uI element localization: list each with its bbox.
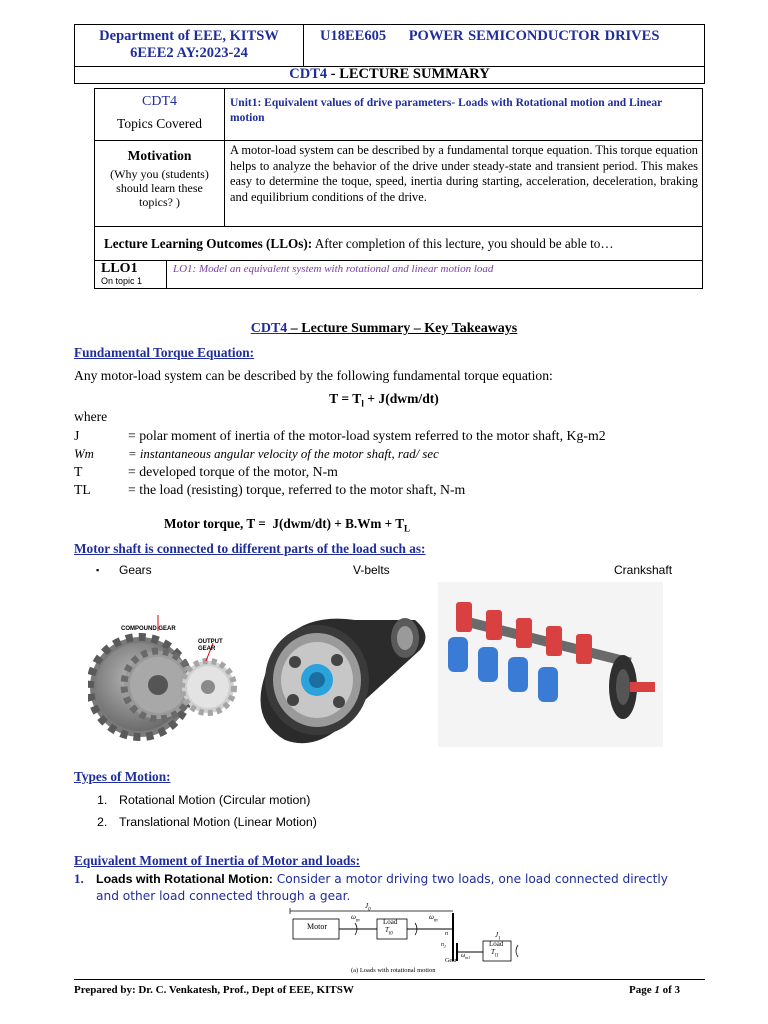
def-text: = instantaneous angular velocity of the motor shaft, rad/ sec (128, 447, 439, 461)
rotational-loads-text-1: Consider a motor driving two loads, one load connected directly (272, 872, 668, 886)
load1-label: Load (383, 918, 398, 926)
footer-divider (74, 979, 705, 980)
lecture-summary-label: - LECTURE SUMMARY (327, 66, 490, 82)
motion-item (97, 815, 317, 829)
wm1-symbol: ω (461, 953, 466, 959)
vbelt-pulley-icon (245, 580, 435, 760)
def-symbol: TL (74, 482, 91, 497)
output-gear-label: OUTPUT GEAR (198, 639, 223, 652)
torque-equation-b: + J(dwm/dt) (363, 391, 439, 406)
llo1-id: LLO1 (101, 261, 138, 276)
motor-torque-equation-sub: L (404, 523, 411, 534)
motivation-label-cell (95, 141, 225, 226)
motion-text: Translational Motion (Linear Motion) (119, 815, 317, 829)
lecture-summary-title (74, 66, 705, 84)
def-symbol: Wm (74, 447, 94, 461)
department-name: Department of EEE, KITSW (99, 28, 279, 44)
fte-intro: Any motor-load system can be described by the following fundamental torque equation: (74, 368, 553, 383)
part-vbelts: V-belts (353, 563, 390, 577)
motion-heading: Types of Motion: (74, 769, 171, 784)
bullet-icon: ▪ (96, 565, 100, 575)
topics-row (95, 89, 702, 141)
motion-text: Rotational Motion (Circular motion) (119, 793, 311, 807)
load2-label: Load (489, 940, 504, 948)
motivation-text: A motor-load system can be described by a fundamental torque equation. This torque equation helps to analyze the behavior of the drive under steady-state and transient period. This makes easy to determine the toque, speed, inertia during starting, acceleration, deceleration, braking and equilibrium conditions of the drive. (230, 143, 698, 204)
llo1-topic: On topic 1 (101, 276, 143, 286)
j0-symbol: J (365, 902, 369, 910)
n-label: n (445, 931, 448, 937)
wm1-sub: m1 (465, 955, 471, 961)
load1-torque-t: T (385, 926, 389, 934)
motivation-label: Motivation (127, 148, 192, 163)
output-gear-icon (182, 661, 234, 713)
wm-right-sub: m (433, 918, 438, 924)
part-crankshaft: Crankshaft (614, 563, 673, 577)
j1-label (495, 931, 501, 941)
wm-symbol: ω (351, 913, 356, 921)
motivation-sub: (Why you (students) should learn these topics? ) (110, 167, 209, 209)
rotational-loads-number: 1. (74, 871, 84, 886)
wm-sub: m (355, 918, 360, 924)
topics-label-cell (95, 89, 225, 140)
motion-item (97, 793, 310, 807)
def-t (74, 464, 338, 480)
page-total: of 3 (659, 984, 681, 996)
compound-gear-icon (90, 637, 192, 737)
load2-torque (491, 948, 499, 958)
def-text: = the load (resisting) torque, referred to the motor shaft, N-m (128, 482, 466, 497)
gear-label: Gear (445, 958, 457, 964)
motivation-row (95, 141, 702, 227)
motor-label: Motor (307, 922, 327, 931)
def-tl (74, 482, 465, 498)
header-table (74, 24, 705, 67)
key-takeaways-cdt: CDT4 (250, 321, 288, 336)
key-takeaways-title (0, 321, 768, 337)
j0-sub: 0 (368, 907, 371, 913)
header-left (75, 25, 304, 66)
torque-equation (0, 391, 768, 409)
wm-right-label (429, 913, 438, 923)
j1-symbol: J (495, 931, 499, 939)
wm-right-symbol: ω (429, 913, 434, 921)
batch-year: 6EEE2 AY:2023-24 (130, 45, 248, 61)
diagram-caption: (a) Loads with rotational motion (351, 967, 436, 974)
n1-label (441, 942, 446, 949)
compound-gear-label: COMPOUND GEAR (121, 626, 176, 632)
prepared-by: Prepared by: Dr. C. Venkatesh, Prof., Dept of EEE, KITSW (74, 984, 354, 996)
cdt-code: CDT4 (289, 66, 328, 82)
def-j (74, 428, 606, 444)
rotational-motion-diagram (265, 902, 535, 975)
motor-torque-equation-a: Motor torque, T = J(dwm/dt) + B.Wm + T (164, 516, 405, 531)
llo1-row (95, 261, 702, 288)
gears-image (88, 585, 243, 755)
llo1-label-cell (95, 261, 167, 288)
load2-torque-sub: l1 (494, 953, 499, 959)
course-name: POWER SEMICONDUCTOR DRIVES (408, 28, 660, 44)
wm1-label (461, 953, 470, 960)
load1-torque-sub: l0 (388, 931, 393, 937)
llo-heading: Lecture Learning Outcomes (LLOs): (104, 235, 313, 251)
llo1-text: LO1: Model an equivalent system with rotational and linear motion load (173, 263, 494, 275)
def-text: = developed torque of the motor, N-m (128, 464, 338, 479)
j0-label (365, 902, 371, 912)
key-takeaways-label: – Lecture Summary – Key Takeaways (287, 321, 518, 336)
rotational-loads-paragraph (74, 870, 724, 905)
header-right (304, 25, 704, 66)
motion-number: 2. (97, 815, 108, 829)
page-number (629, 984, 680, 996)
vbelt-image (245, 580, 435, 760)
inertia-heading: Equivalent Moment of Inertia of Motor and loads: (74, 853, 360, 868)
n1-symbol: n (441, 942, 444, 948)
part-gears: Gears (119, 563, 152, 577)
j1-sub: 1 (498, 936, 501, 942)
wm-label (351, 913, 360, 923)
def-wm (74, 447, 439, 462)
rotational-loads-heading: Loads with Rotational Motion: (96, 872, 273, 886)
rotational-loads-text-2: and other load connected through a gear. (96, 889, 351, 903)
crankshaft-image (438, 582, 663, 747)
where-label: where (74, 409, 108, 424)
topics-table (94, 88, 703, 289)
load1-torque (385, 926, 393, 936)
torque-equation-a: T = T (329, 391, 362, 406)
torque-equation-sub: l (361, 398, 364, 409)
llo-intro: After completion of this lecture, you should be able to… (312, 235, 614, 251)
course-code: U18EE605 (320, 28, 387, 44)
topics-text: Unit1: Equivalent values of drive parameters- Loads with Rotational motion and Linear motion (230, 97, 663, 124)
n1-sub: 1 (444, 944, 446, 950)
topics-covered-label: Topics Covered (117, 116, 202, 131)
page-prefix: Page (629, 984, 655, 996)
shaft-heading: Motor shaft is connected to different parts of the load such as: (74, 541, 426, 556)
def-symbol: T (74, 464, 83, 479)
def-text: = polar moment of inertia of the motor-load system referred to the motor shaft, Kg-m2 (128, 428, 606, 443)
motion-number: 1. (97, 793, 108, 807)
load2-torque-t: T (491, 948, 495, 956)
crankshaft-icon (438, 582, 663, 747)
motor-torque-equation (164, 516, 410, 534)
cdt-label: CDT4 (142, 94, 177, 109)
def-symbol: J (74, 428, 80, 443)
fte-heading: Fundamental Torque Equation: (74, 345, 255, 360)
page-current: 1 (654, 984, 660, 996)
llo-heading-row (95, 227, 702, 261)
